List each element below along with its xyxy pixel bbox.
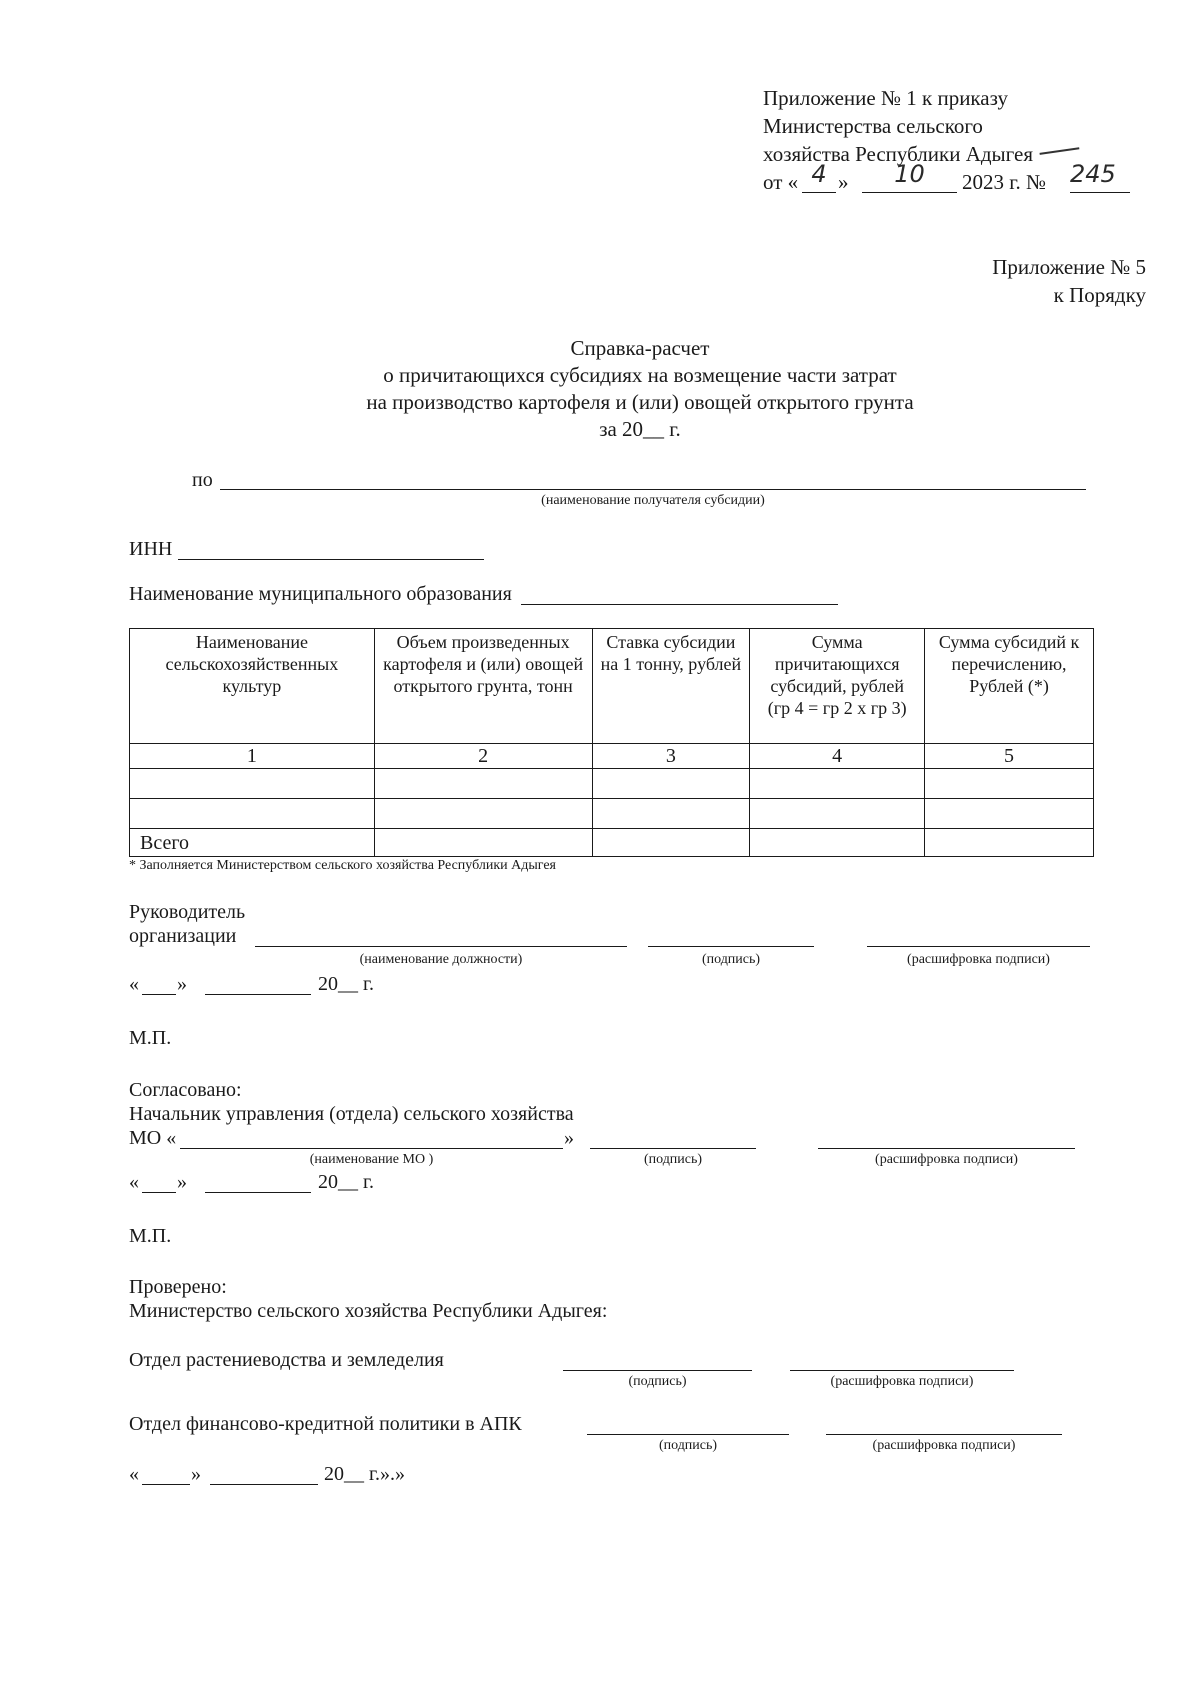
checked-date-year: 20__ г.».» (324, 1463, 405, 1485)
checked-dept1: Отдел растениеводства и земледелия (129, 1349, 444, 1371)
table-cell[interactable] (750, 769, 925, 799)
table-header-cell (750, 629, 925, 744)
table-cell[interactable] (592, 829, 750, 857)
dept1-decode-field[interactable] (790, 1346, 1014, 1371)
agreed-caption-mo: (наименование МО ) (309, 1152, 434, 1167)
appendix1-date-year: 2023 г. № (962, 170, 1047, 194)
checked-date-day[interactable] (142, 1460, 190, 1485)
dept2-signature-field[interactable] (587, 1410, 789, 1435)
head-signature-field[interactable] (648, 922, 814, 947)
head-caption-position: (наименование должности) (359, 952, 523, 967)
head-decode-field[interactable] (867, 922, 1090, 947)
table-header-formula: (гр 4 = гр 2 х гр 3) (767, 698, 907, 718)
appendix1-date-mid: » (838, 170, 849, 194)
agreed-signature-field[interactable] (590, 1124, 756, 1149)
document-title-line3: на производство картофеля и (или) овощей открытого грунта (366, 390, 914, 414)
head-date-open: « (129, 973, 139, 995)
head-date-month[interactable] (205, 970, 311, 995)
appendix1-line3: хозяйства Республики Адыгея (763, 142, 1033, 166)
agreed-stamp: М.П. (129, 1225, 172, 1247)
table-cell[interactable] (750, 799, 925, 829)
table-cell[interactable] (592, 799, 750, 829)
appendix1-order-number: 245 (1070, 160, 1130, 193)
table-header-cell: Объем произведенных картофеля и (или) овощей открытого грунта, тонн (374, 629, 592, 744)
table-cell[interactable] (374, 829, 592, 857)
table-header-row (130, 629, 1094, 744)
appendix1-date-prefix: от « (763, 170, 799, 194)
table-total-row (130, 829, 1094, 857)
inn-label: ИНН (129, 538, 173, 560)
agreed-date-year: 20__ г. (318, 1171, 374, 1193)
head-line1: Руководитель (129, 901, 246, 923)
table-cell[interactable] (374, 769, 592, 799)
table-cell[interactable] (925, 829, 1094, 857)
table-row (130, 769, 1094, 799)
head-line2: организации (129, 925, 237, 947)
table-number-row (130, 744, 1094, 769)
appendix1-line1: Приложение № 1 к приказу (763, 86, 1008, 110)
head-stamp: М.П. (129, 1027, 172, 1049)
table-cell[interactable] (925, 799, 1094, 829)
agreed-line1: Начальник управления (отдела) сельского хозяйства (129, 1103, 574, 1125)
agreed-date-open: « (129, 1171, 139, 1193)
appendix5-line2: к Порядку (1053, 283, 1146, 307)
table-header-cell: Наименование сельскохозяйственных культур (130, 629, 375, 744)
table-cell[interactable] (374, 799, 592, 829)
head-caption-decode: (расшифровка подписи) (907, 952, 1050, 967)
agreed-date-close: » (177, 1171, 187, 1193)
table-total-label: Всего (130, 829, 375, 857)
table-number-cell: 5 (925, 744, 1094, 769)
agreed-mo-open: МО « (129, 1127, 177, 1149)
checked-ministry: Министерство сельского хозяйства Республики Адыгея: (129, 1300, 608, 1322)
head-date-year: 20__ г. (318, 973, 374, 995)
table-cell[interactable] (750, 829, 925, 857)
municipality-label: Наименование муниципального образования (129, 583, 512, 605)
dept1-signature-field[interactable] (563, 1346, 752, 1371)
head-date-close: » (177, 973, 187, 995)
table-number-cell: 2 (374, 744, 592, 769)
document-title-line4: за 20__ г. (599, 417, 681, 441)
agreed-caption-decode: (расшифровка подписи) (875, 1152, 1018, 1167)
checked-label: Проверено: (129, 1276, 227, 1298)
agreed-decode-field[interactable] (818, 1124, 1075, 1149)
recipient-caption: (наименование получателя субсидии) (541, 493, 765, 508)
dept1-caption-signature: (подпись) (628, 1374, 687, 1389)
agreed-label: Согласовано: (129, 1079, 242, 1101)
table-header-cell: Ставка субсидии на 1 тонну, рублей (592, 629, 750, 744)
checked-date-month[interactable] (210, 1460, 318, 1485)
document-title: Справка-расчет (570, 336, 710, 360)
appendix1-date-day: 4 (802, 160, 836, 193)
dept2-caption-decode: (расшифровка подписи) (872, 1438, 1016, 1453)
checked-date-open: « (129, 1463, 139, 1485)
table-number-cell: 3 (592, 744, 750, 769)
agreed-mo-field[interactable] (180, 1124, 563, 1149)
table-cell[interactable] (130, 769, 375, 799)
agreed-caption-signature: (подпись) (643, 1152, 703, 1167)
recipient-label: по (192, 469, 213, 491)
appendix1-line2: Министерства сельского (763, 114, 983, 138)
document-title-line2: о причитающихся субсидиях на возмещение части затрат (383, 363, 897, 387)
dept2-caption-signature: (подпись) (658, 1438, 718, 1453)
table-cell[interactable] (925, 769, 1094, 799)
appendix1-date-month: 10 (862, 160, 957, 193)
appendix5-line1: Приложение № 5 (992, 255, 1146, 279)
head-caption-signature: (подпись) (701, 952, 761, 967)
table-cell[interactable] (130, 799, 375, 829)
table-header-text: Сумма причитающихся субсидий, рублей (770, 632, 904, 696)
agreed-date-month[interactable] (205, 1168, 311, 1193)
checked-date-close: » (191, 1463, 201, 1485)
dept1-caption-decode: (расшифровка подписи) (830, 1374, 974, 1389)
dept2-decode-field[interactable] (826, 1410, 1062, 1435)
table-row (130, 799, 1094, 829)
checked-dept2: Отдел финансово-кредитной политики в АПК (129, 1413, 522, 1435)
recipient-field[interactable] (220, 465, 1086, 490)
subsidy-table (129, 628, 1094, 857)
table-header-cell: Сумма субсидий к перечислению, Рублей (*) (925, 629, 1094, 744)
inn-field[interactable] (178, 535, 484, 560)
head-date-day[interactable] (142, 970, 176, 995)
table-number-cell: 1 (130, 744, 375, 769)
agreed-mo-close: » (564, 1127, 574, 1149)
table-number-cell: 4 (750, 744, 925, 769)
table-footnote: * Заполняется Министерством сельского хозяйства Республики Адыгея (129, 858, 556, 873)
head-position-field[interactable] (255, 922, 627, 947)
table-cell[interactable] (592, 769, 750, 799)
municipality-field[interactable] (521, 580, 838, 605)
agreed-date-day[interactable] (142, 1168, 176, 1193)
